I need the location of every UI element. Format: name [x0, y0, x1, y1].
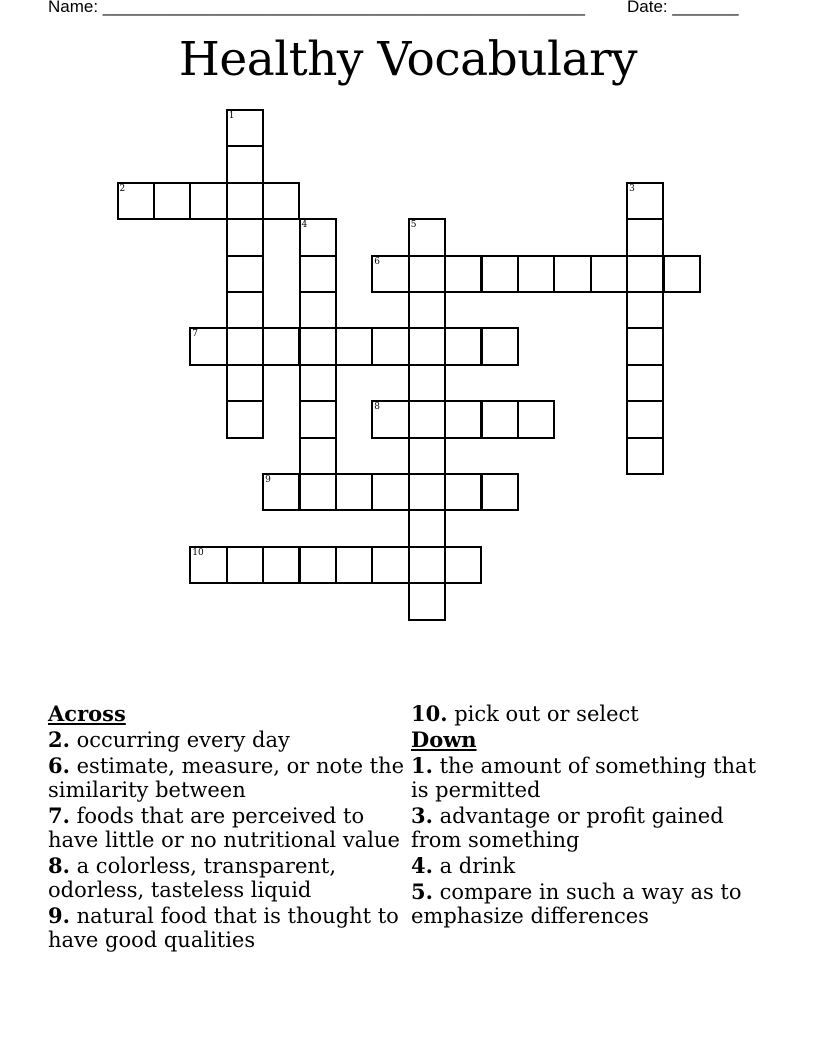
grid-cell[interactable]	[517, 400, 555, 438]
grid-cell[interactable]	[226, 364, 264, 402]
grid-cell[interactable]	[481, 400, 519, 438]
clue-number: 5	[410, 220, 417, 231]
grid-cell[interactable]	[299, 400, 337, 438]
grid-cell[interactable]	[299, 546, 337, 584]
grid-cell[interactable]	[153, 182, 191, 220]
grid-cell[interactable]	[444, 546, 482, 584]
grid-cell[interactable]	[226, 255, 264, 293]
grid-cell[interactable]	[626, 218, 664, 256]
grid-cell[interactable]	[408, 255, 446, 293]
clue-across-2: 2. occurring every day	[48, 727, 290, 752]
grid-cell[interactable]	[444, 473, 482, 511]
grid-cell[interactable]	[626, 327, 664, 365]
grid-cell[interactable]	[408, 218, 446, 256]
clue-down-1: 1. the amount of something that is permitted	[411, 753, 757, 802]
grid-cell[interactable]	[299, 364, 337, 402]
grid-cell[interactable]	[262, 546, 300, 584]
grid-cell[interactable]	[226, 327, 264, 365]
grid-cell[interactable]	[626, 400, 664, 438]
grid-cell[interactable]	[408, 400, 446, 438]
grid-cell[interactable]	[663, 255, 701, 293]
clue-down-4: 4. a drink	[411, 853, 516, 878]
grid-cell[interactable]	[226, 291, 264, 329]
clue-down-3: 3. advantage or profit gained from something	[411, 803, 724, 852]
grid-cell[interactable]	[299, 327, 337, 365]
grid-cell[interactable]	[553, 255, 591, 293]
grid-cell[interactable]	[299, 473, 337, 511]
grid-cell[interactable]	[189, 182, 227, 220]
grid-cell[interactable]	[226, 546, 264, 584]
grid-cell[interactable]	[408, 364, 446, 402]
page-title: Healthy Vocabulary	[178, 32, 638, 87]
grid-cell[interactable]	[517, 255, 555, 293]
grid-cell[interactable]	[626, 182, 664, 220]
grid-cell[interactable]	[590, 255, 628, 293]
grid-cell[interactable]	[371, 327, 409, 365]
grid-cell[interactable]	[226, 109, 264, 147]
clue-across-7: 7. foods that are perceived to have little or no nutritional value	[48, 803, 400, 852]
grid-cell[interactable]	[481, 327, 519, 365]
grid-cell[interactable]	[444, 255, 482, 293]
grid-cell[interactable]	[117, 182, 155, 220]
clue-number: 6	[374, 256, 381, 267]
clue-number: 2	[119, 183, 126, 194]
grid-cell[interactable]	[626, 437, 664, 475]
clues-right-column	[411, 702, 771, 930]
grid-cell[interactable]	[299, 291, 337, 329]
grid-cell[interactable]	[262, 473, 300, 511]
grid-cell[interactable]	[189, 546, 227, 584]
grid-cell[interactable]	[408, 546, 446, 584]
grid-cell[interactable]	[226, 400, 264, 438]
clue-number: 4	[301, 220, 308, 231]
clue-across-9: 9. natural food that is thought to have good qualities	[48, 903, 399, 952]
grid-cell[interactable]	[371, 255, 409, 293]
down-heading: Down	[411, 727, 477, 752]
grid-cell[interactable]	[408, 327, 446, 365]
grid-cell[interactable]	[335, 327, 373, 365]
grid-cell[interactable]	[262, 327, 300, 365]
grid-cell[interactable]	[444, 400, 482, 438]
grid-cell[interactable]	[226, 145, 264, 183]
grid-cell[interactable]	[189, 327, 227, 365]
grid-cell[interactable]	[408, 291, 446, 329]
grid-cell[interactable]	[481, 255, 519, 293]
clue-across-10: 10. pick out or select	[411, 701, 639, 726]
grid-cell[interactable]	[626, 255, 664, 293]
across-heading: Across	[48, 701, 126, 726]
grid-cell[interactable]	[626, 364, 664, 402]
name-field-label: Name: ___________________________________________________	[48, 0, 585, 16]
grid-cell[interactable]	[335, 473, 373, 511]
grid-cell[interactable]	[408, 582, 446, 620]
clue-number: 10	[192, 547, 204, 558]
grid-cell[interactable]	[408, 473, 446, 511]
clue-number: 3	[629, 183, 635, 194]
grid-cell[interactable]	[262, 182, 300, 220]
grid-cell[interactable]	[371, 400, 409, 438]
date-field-label: Date: _______	[627, 0, 739, 16]
grid-cell[interactable]	[481, 473, 519, 511]
grid-cell[interactable]	[371, 546, 409, 584]
clues-left-column	[48, 702, 408, 954]
clue-number: 9	[265, 475, 271, 485]
clue-number: 7	[192, 329, 199, 340]
grid-cell[interactable]	[444, 327, 482, 365]
clue-down-5: 5. compare in such a way as to emphasize differences	[411, 879, 742, 928]
clue-number: 1	[228, 111, 235, 121]
grid-cell[interactable]	[299, 218, 337, 256]
clue-number: 8	[374, 402, 381, 413]
clue-across-6: 6. estimate, measure, or note the similarity between	[48, 753, 405, 802]
grid-cell[interactable]	[371, 473, 409, 511]
grid-cell[interactable]	[299, 437, 337, 475]
grid-cell[interactable]	[226, 218, 264, 256]
grid-cell[interactable]	[335, 546, 373, 584]
clue-across-8: 8. a colorless, transparent, odorless, tasteless liquid	[48, 853, 337, 902]
grid-cell[interactable]	[299, 255, 337, 293]
grid-cell[interactable]	[626, 291, 664, 329]
grid-cell[interactable]	[408, 437, 446, 475]
grid-cell[interactable]	[408, 509, 446, 547]
grid-cell[interactable]	[226, 182, 264, 220]
